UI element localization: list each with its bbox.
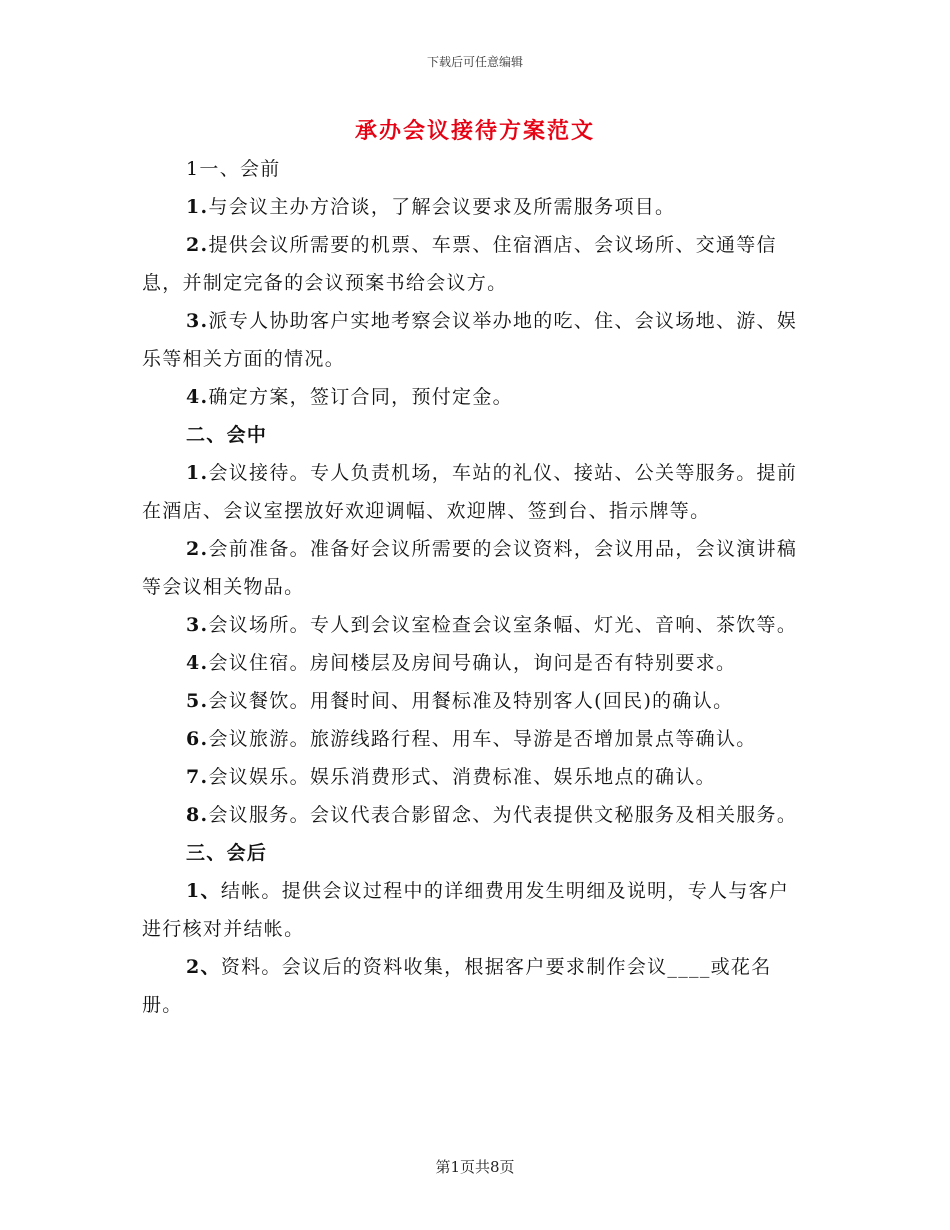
document-title: 承办会议接待方案范文 xyxy=(354,118,595,144)
header-note: 下载后可任意编辑 xyxy=(426,55,523,69)
paragraph: 5.会议餐饮。用餐时间、用餐标准及特别客人(回民)的确认。 xyxy=(186,690,734,712)
paragraph: 1.与会议主办方洽谈，了解会议要求及所需服务项目。 xyxy=(186,196,676,218)
paragraph: 2.提供会议所需要的机票、车票、住宿酒店、会议场所、交通等信息，并制定完备的会议预案书给会议方。 xyxy=(142,234,777,294)
paragraph: 2.会前准备。准备好会议所需要的会议资料，会议用品，会议演讲稿等会议相关物品。 xyxy=(142,538,798,598)
paragraph: 7.会议娱乐。娱乐消费形式、消费标准、娱乐地点的确认。 xyxy=(186,766,716,788)
paragraph: 8.会议服务。会议代表合影留念、为代表提供文秘服务及相关服务。 xyxy=(186,804,798,826)
paragraph: 4.会议住宿。房间楼层及房间号确认，询问是否有特别要求。 xyxy=(186,652,737,674)
paragraph: 2、资料。会议后的资料收集，根据客户要求制作会议____或花名册。 xyxy=(142,956,772,1016)
page-footer: 第1页共8页 xyxy=(435,1158,515,1176)
paragraph: 3.派专人协助客户实地考察会议举办地的吃、住、会议场地、游、娱乐等相关方面的情况。 xyxy=(142,310,798,370)
document-body xyxy=(142,150,808,1024)
paragraph: 3.会议场所。专人到会议室检查会议室条幅、灯光、音响、茶饮等。 xyxy=(186,614,798,636)
paragraph: 1一、会前 xyxy=(186,158,281,180)
paragraph: 4.确定方案，签订合同，预付定金。 xyxy=(186,386,513,408)
section-heading: 二、会中 xyxy=(186,424,268,446)
section-heading: 三、会后 xyxy=(186,842,268,864)
paragraph: 6.会议旅游。旅游线路行程、用车、导游是否增加景点等确认。 xyxy=(186,728,757,750)
paragraph: 1、结帐。提供会议过程中的详细费用发生明细及说明，专人与客户进行核对并结帐。 xyxy=(142,880,790,940)
paragraph: 1.会议接待。专人负责机场，车站的礼仪、接站、公关等服务。提前在酒店、会议室摆放好欢迎调幅、欢迎牌、签到台、指示牌等。 xyxy=(142,462,798,522)
